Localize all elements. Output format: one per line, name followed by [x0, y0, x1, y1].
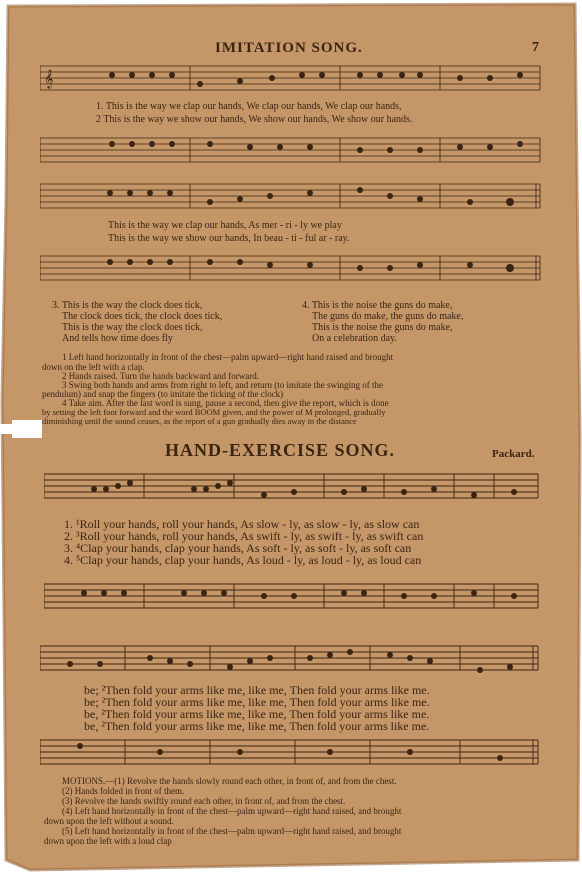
imitation-lyrics-row1-v2: 2 This is the way we show our hands, We show our hands, We show our hands.	[96, 114, 413, 125]
lyric-line: 1. ¹Roll your hands, roll your hands, As slow - ly, as slow - ly, as slow can	[64, 517, 420, 531]
lyric-line: be; ²Then fold your arms like me, like me, Then fold your arms like me.	[84, 695, 430, 709]
music-staff-bass-2	[40, 250, 542, 286]
motion-line: (3) Revolve the hands swiftly round each other, in front of, and from the chest.	[62, 796, 346, 806]
verse4-line4: On a celebration day.	[312, 333, 397, 344]
note-line: by setting the left foot forward and the word BOOM given, and the power of M prolonged, gradually	[42, 407, 386, 417]
imitation-lyrics-row1-v1: 1. This is the way we clap our hands, We clap our hands, We clap our hands,	[96, 101, 402, 112]
note-line: 3 Swing both hands and arms from right to left, and return (to imitate the swinging of the	[62, 380, 383, 390]
music-staff-treble-3	[44, 468, 540, 508]
music-staff-bass-3	[44, 576, 540, 616]
music-staff-treble-1	[40, 60, 542, 100]
motion-line: down upon the left without a sound.	[44, 816, 174, 826]
song-title-imitation: IMITATION SONG.	[215, 40, 363, 56]
verse3-line2: The clock does tick, the clock does tick,	[62, 311, 223, 322]
motion-line: down upon the left with a loud clap	[44, 836, 172, 846]
note-line: down on the left with a clap.	[42, 362, 145, 372]
note-line: 4 Take aim. After the last word is sung, pause a second, then give the report, which is done	[62, 398, 389, 408]
motion-line: (5) Left hand horizontally in front of the chest—palm upward—right hand raised, and brought	[62, 826, 402, 836]
verse4-line3: This is the noise the guns do make,	[312, 322, 453, 333]
music-staff-bass-4	[40, 734, 540, 770]
motion-line: (4) Left hand horizontally in front of the chest—palm upward—right hand raised, and brought	[62, 806, 402, 816]
verse3-line4: And tells how time does fly	[62, 333, 173, 344]
motion-line: MOTIONS.—(1) Revolve the hands slowly round each other, in front of, and from the chest.	[62, 776, 397, 786]
lyric-line: 3. ⁴Clap your hands, clap your hands, As soft - ly, as soft - ly, as soft can	[64, 541, 412, 555]
lyric-line: be; ²Then fold your arms like me, like me, Then fold your arms like me.	[84, 683, 430, 697]
motion-line: (2) Hands folded in front of them.	[62, 786, 185, 796]
svg-text:𝄞: 𝄞	[44, 71, 54, 88]
note-line: pendulum) and snap the fingers (to imitate the ticking of the clock)	[42, 389, 284, 399]
lyric-line: 4. ⁵Clap your hands, clap your hands, As loud - ly, as loud - ly, as loud can	[64, 553, 422, 567]
verse4-line1: 4. This is the noise the guns do make,	[302, 300, 453, 311]
song-title-hand-exercise: HAND-EXERCISE SONG.	[165, 440, 396, 460]
music-staff-bass-1	[40, 132, 542, 168]
lyric-line: be, ²Then fold your arms like me, like me, Then fold your arms like me.	[84, 719, 430, 733]
note-line: 2 Hands raised. Turn the hands backward and forward.	[62, 371, 259, 381]
note-line: 1 Left hand horizontally in front of the chest—palm upward—right hand raised and brought	[62, 352, 394, 362]
composer-name: Packard.	[492, 448, 535, 460]
verse3-line1: 3. This is the way the clock does tick,	[52, 300, 203, 311]
imitation-lyrics-row2-v2: This is the way we show our hands, In beau - ti - ful ar - ray.	[108, 233, 350, 244]
note-line: diminishing until the sound ceases, as the report of a gun gradually dies away in the distance	[42, 416, 357, 426]
lyric-line: 2. ³Roll your hands, roll your hands, As swift - ly, as swift - ly, as swift can	[64, 529, 424, 543]
page-number: 7	[532, 40, 539, 55]
music-staff-treble-2	[40, 178, 542, 218]
music-staff-treble-4	[40, 640, 540, 680]
imitation-lyrics-row2-v1: This is the way we clap our hands, As mer - ri - ly we play	[108, 220, 342, 231]
lyric-line: be, ²Then fold your arms like me, like me, Then fold your arms like me.	[84, 707, 430, 721]
verse3-line3: This is the way the clock does tick,	[62, 322, 203, 333]
verse4-line2: The guns do make, the guns do make,	[312, 311, 464, 322]
